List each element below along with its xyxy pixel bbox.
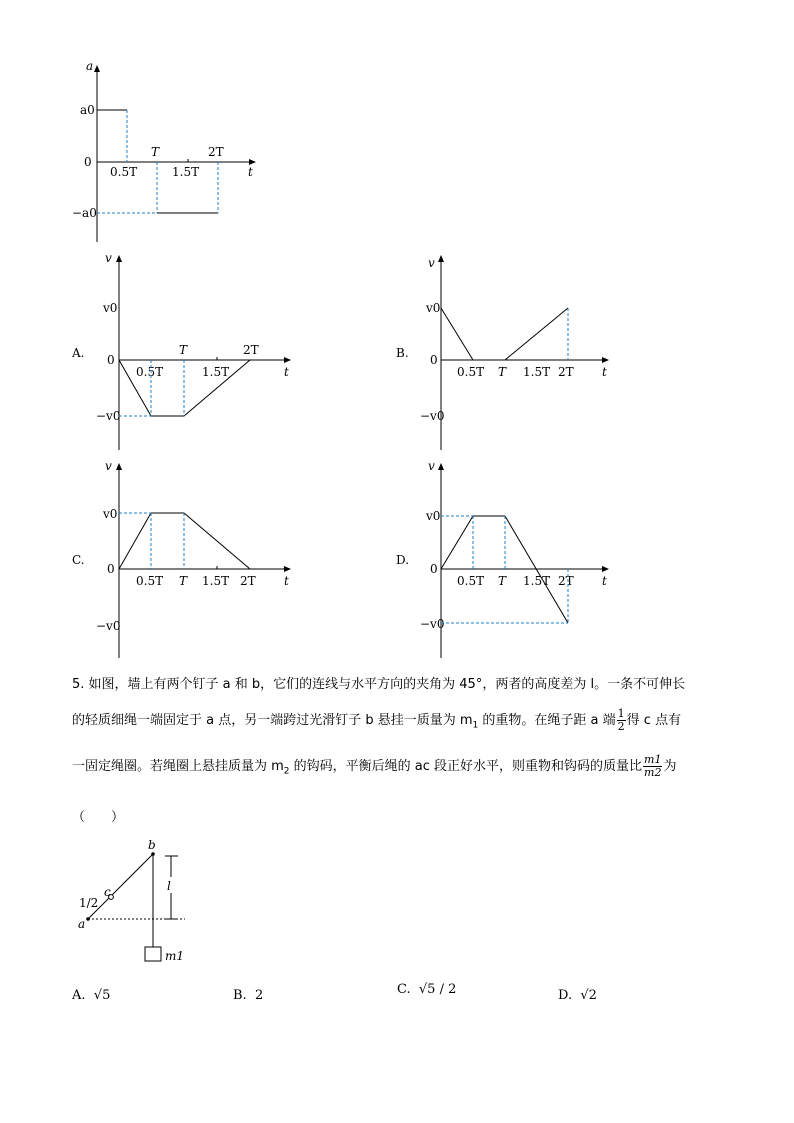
- tick-2T: 2T: [208, 145, 224, 159]
- option-d-label: D.: [396, 553, 410, 567]
- fraction-m1-m2: $\frac{m1}{m2}$: [644, 753, 662, 779]
- answer-b[interactable]: B. 2: [233, 988, 264, 1003]
- svg-text:0.5T: 0.5T: [136, 574, 164, 588]
- answer-d[interactable]: D. √2: [558, 988, 597, 1003]
- svg-text:T: T: [498, 574, 507, 588]
- question5-line1: 5. 如图，墙上有两个钉子 a 和 b，它们的连线与水平方向的夹角为 45°，两者的高度差为 l。一条不可伸长: [72, 677, 686, 692]
- svg-text:T: T: [179, 343, 188, 357]
- svg-text:v0: v0: [103, 507, 118, 521]
- svg-text:T: T: [179, 574, 188, 588]
- answer-c[interactable]: C. √5 / 2: [397, 982, 457, 997]
- svg-text:v: v: [105, 459, 112, 473]
- label-l: l: [167, 879, 171, 893]
- svg-text:0: 0: [107, 562, 115, 576]
- nail-rope-diagram: [0, 830, 260, 970]
- svg-text:−v0: −v0: [96, 409, 121, 423]
- option-c-graph: [0, 458, 330, 663]
- question5-bracket: （ ）: [72, 810, 125, 825]
- svg-text:v: v: [105, 251, 112, 265]
- svg-text:1.5T: 1.5T: [523, 574, 551, 588]
- svg-text:v: v: [428, 459, 435, 473]
- question5-line2: 的轻质细绳一端固定于 a 点，另一端跨过光滑钉子 b 悬挂一质量为 $m_1$ 的重物。在绳子距 a 端 $\frac{1}{2}$ 得 c 点有: [72, 707, 682, 733]
- svg-text:2T: 2T: [240, 574, 256, 588]
- option-a-graph: [0, 250, 330, 455]
- svg-text:0: 0: [430, 562, 438, 576]
- svg-text:v: v: [428, 256, 435, 270]
- svg-text:2T: 2T: [243, 343, 259, 357]
- a-axis-label: a: [86, 59, 94, 73]
- svg-text:v0: v0: [103, 301, 118, 315]
- svg-text:0.5T: 0.5T: [457, 574, 485, 588]
- option-a-label: A.: [72, 346, 85, 360]
- label-m1: m1: [165, 949, 185, 963]
- svg-text:−v0: −v0: [420, 409, 445, 423]
- tick-T: T: [151, 145, 160, 159]
- option-c-label: C.: [72, 553, 85, 567]
- fraction-one-half: $\frac{1}{2}$: [617, 707, 625, 733]
- svg-text:1.5T: 1.5T: [202, 574, 230, 588]
- label-c: c: [104, 885, 111, 899]
- svg-text:2T: 2T: [558, 574, 574, 588]
- neg-a0-label: −a0: [72, 206, 97, 220]
- tick-1.5T: 1.5T: [172, 165, 200, 179]
- svg-text:T: T: [498, 365, 507, 379]
- svg-text:−v0: −v0: [96, 619, 121, 633]
- question5-line3: 一固定绳圈。若绳圈上悬挂质量为 $m_2$ 的钩码，平衡后绳的 ac 段正好水平，则重物和钩码的质量比 $\frac{m1}{m2}$ 为: [72, 753, 677, 779]
- svg-text:v0: v0: [426, 509, 441, 523]
- svg-text:−v0: −v0: [420, 617, 445, 631]
- svg-text:1.5T: 1.5T: [202, 365, 230, 379]
- label-b: b: [148, 838, 156, 852]
- option-d-graph: [300, 458, 630, 663]
- label-half: 1/2: [79, 896, 99, 910]
- svg-text:t: t: [284, 574, 289, 588]
- option-b-label: B.: [396, 346, 409, 360]
- svg-text:t: t: [284, 365, 289, 379]
- tick-0.5T: 0.5T: [110, 165, 138, 179]
- svg-text:0: 0: [430, 353, 438, 367]
- a0-label: a0: [80, 103, 95, 117]
- origin-label: 0: [84, 155, 92, 169]
- acceleration-graph: [0, 0, 794, 260]
- svg-text:0.5T: 0.5T: [136, 365, 164, 379]
- svg-text:0: 0: [107, 353, 115, 367]
- svg-text:t: t: [602, 365, 607, 379]
- t-axis-label: t: [248, 165, 253, 179]
- svg-text:1.5T: 1.5T: [523, 365, 551, 379]
- svg-text:t: t: [602, 574, 607, 588]
- svg-text:2T: 2T: [558, 365, 574, 379]
- svg-text:v0: v0: [426, 301, 441, 315]
- option-b-graph: [300, 250, 630, 455]
- label-a: a: [78, 917, 86, 931]
- svg-text:0.5T: 0.5T: [457, 365, 485, 379]
- answer-a[interactable]: A. √5: [72, 988, 111, 1003]
